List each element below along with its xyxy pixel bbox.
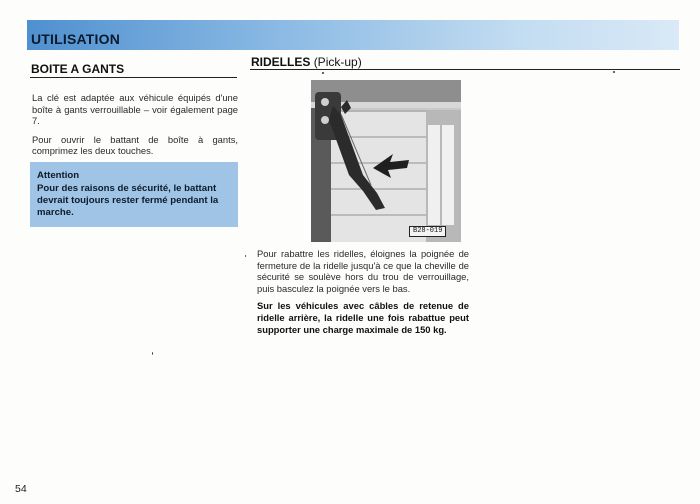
glovebox-title-rule	[30, 77, 237, 78]
sideboards-text	[257, 248, 469, 342]
figure-label: B28-019	[409, 226, 446, 237]
scan-speck	[152, 352, 153, 355]
scan-speck	[245, 255, 246, 257]
sideboards-title: RIDELLES	[251, 55, 311, 69]
scan-speck	[322, 72, 324, 74]
attention-text: Pour des raisons de sécurité, le battant devrait toujours rester fermé pendant la marche.	[37, 183, 219, 218]
page-number: 54	[15, 483, 27, 495]
sideboards-bold-paragraph: Sur les véhicules avec câbles de retenue de ridelle arrière, la ridelle une fois rabattue peut supporter une charge maximale de 150 kg.	[257, 300, 469, 335]
glovebox-paragraph-2: Pour ouvrir le battant de boîte à gants, comprimez les deux touches.	[32, 133, 238, 157]
sideboards-paragraph: Pour rabattre les ridelles, éloignes la poignée de fermeture de la ridelle jusqu'à ce que la cheville de sécurité se soulève hors du trou de verrouillage, puis basculez la poignée vers le bas.	[257, 248, 469, 294]
sideboards-subtitle: (Pick-up)	[313, 55, 362, 69]
sideboards-title-rule	[250, 69, 680, 70]
glovebox-text	[32, 92, 238, 164]
header-title: UTILISATION	[31, 31, 121, 47]
attention-box	[30, 162, 238, 227]
scan-speck	[613, 71, 615, 73]
tailgate-latch-illustration	[311, 80, 461, 242]
attention-title: Attention	[37, 170, 80, 181]
glovebox-section-title: BOITE A GANTS	[31, 62, 125, 76]
sideboards-section-title	[251, 55, 362, 69]
glovebox-paragraph-1: La clé est adaptée aux véhicule équipés d'une boîte à gants verrouillable – voir également page 7.	[32, 92, 238, 127]
header-bar	[27, 20, 679, 50]
